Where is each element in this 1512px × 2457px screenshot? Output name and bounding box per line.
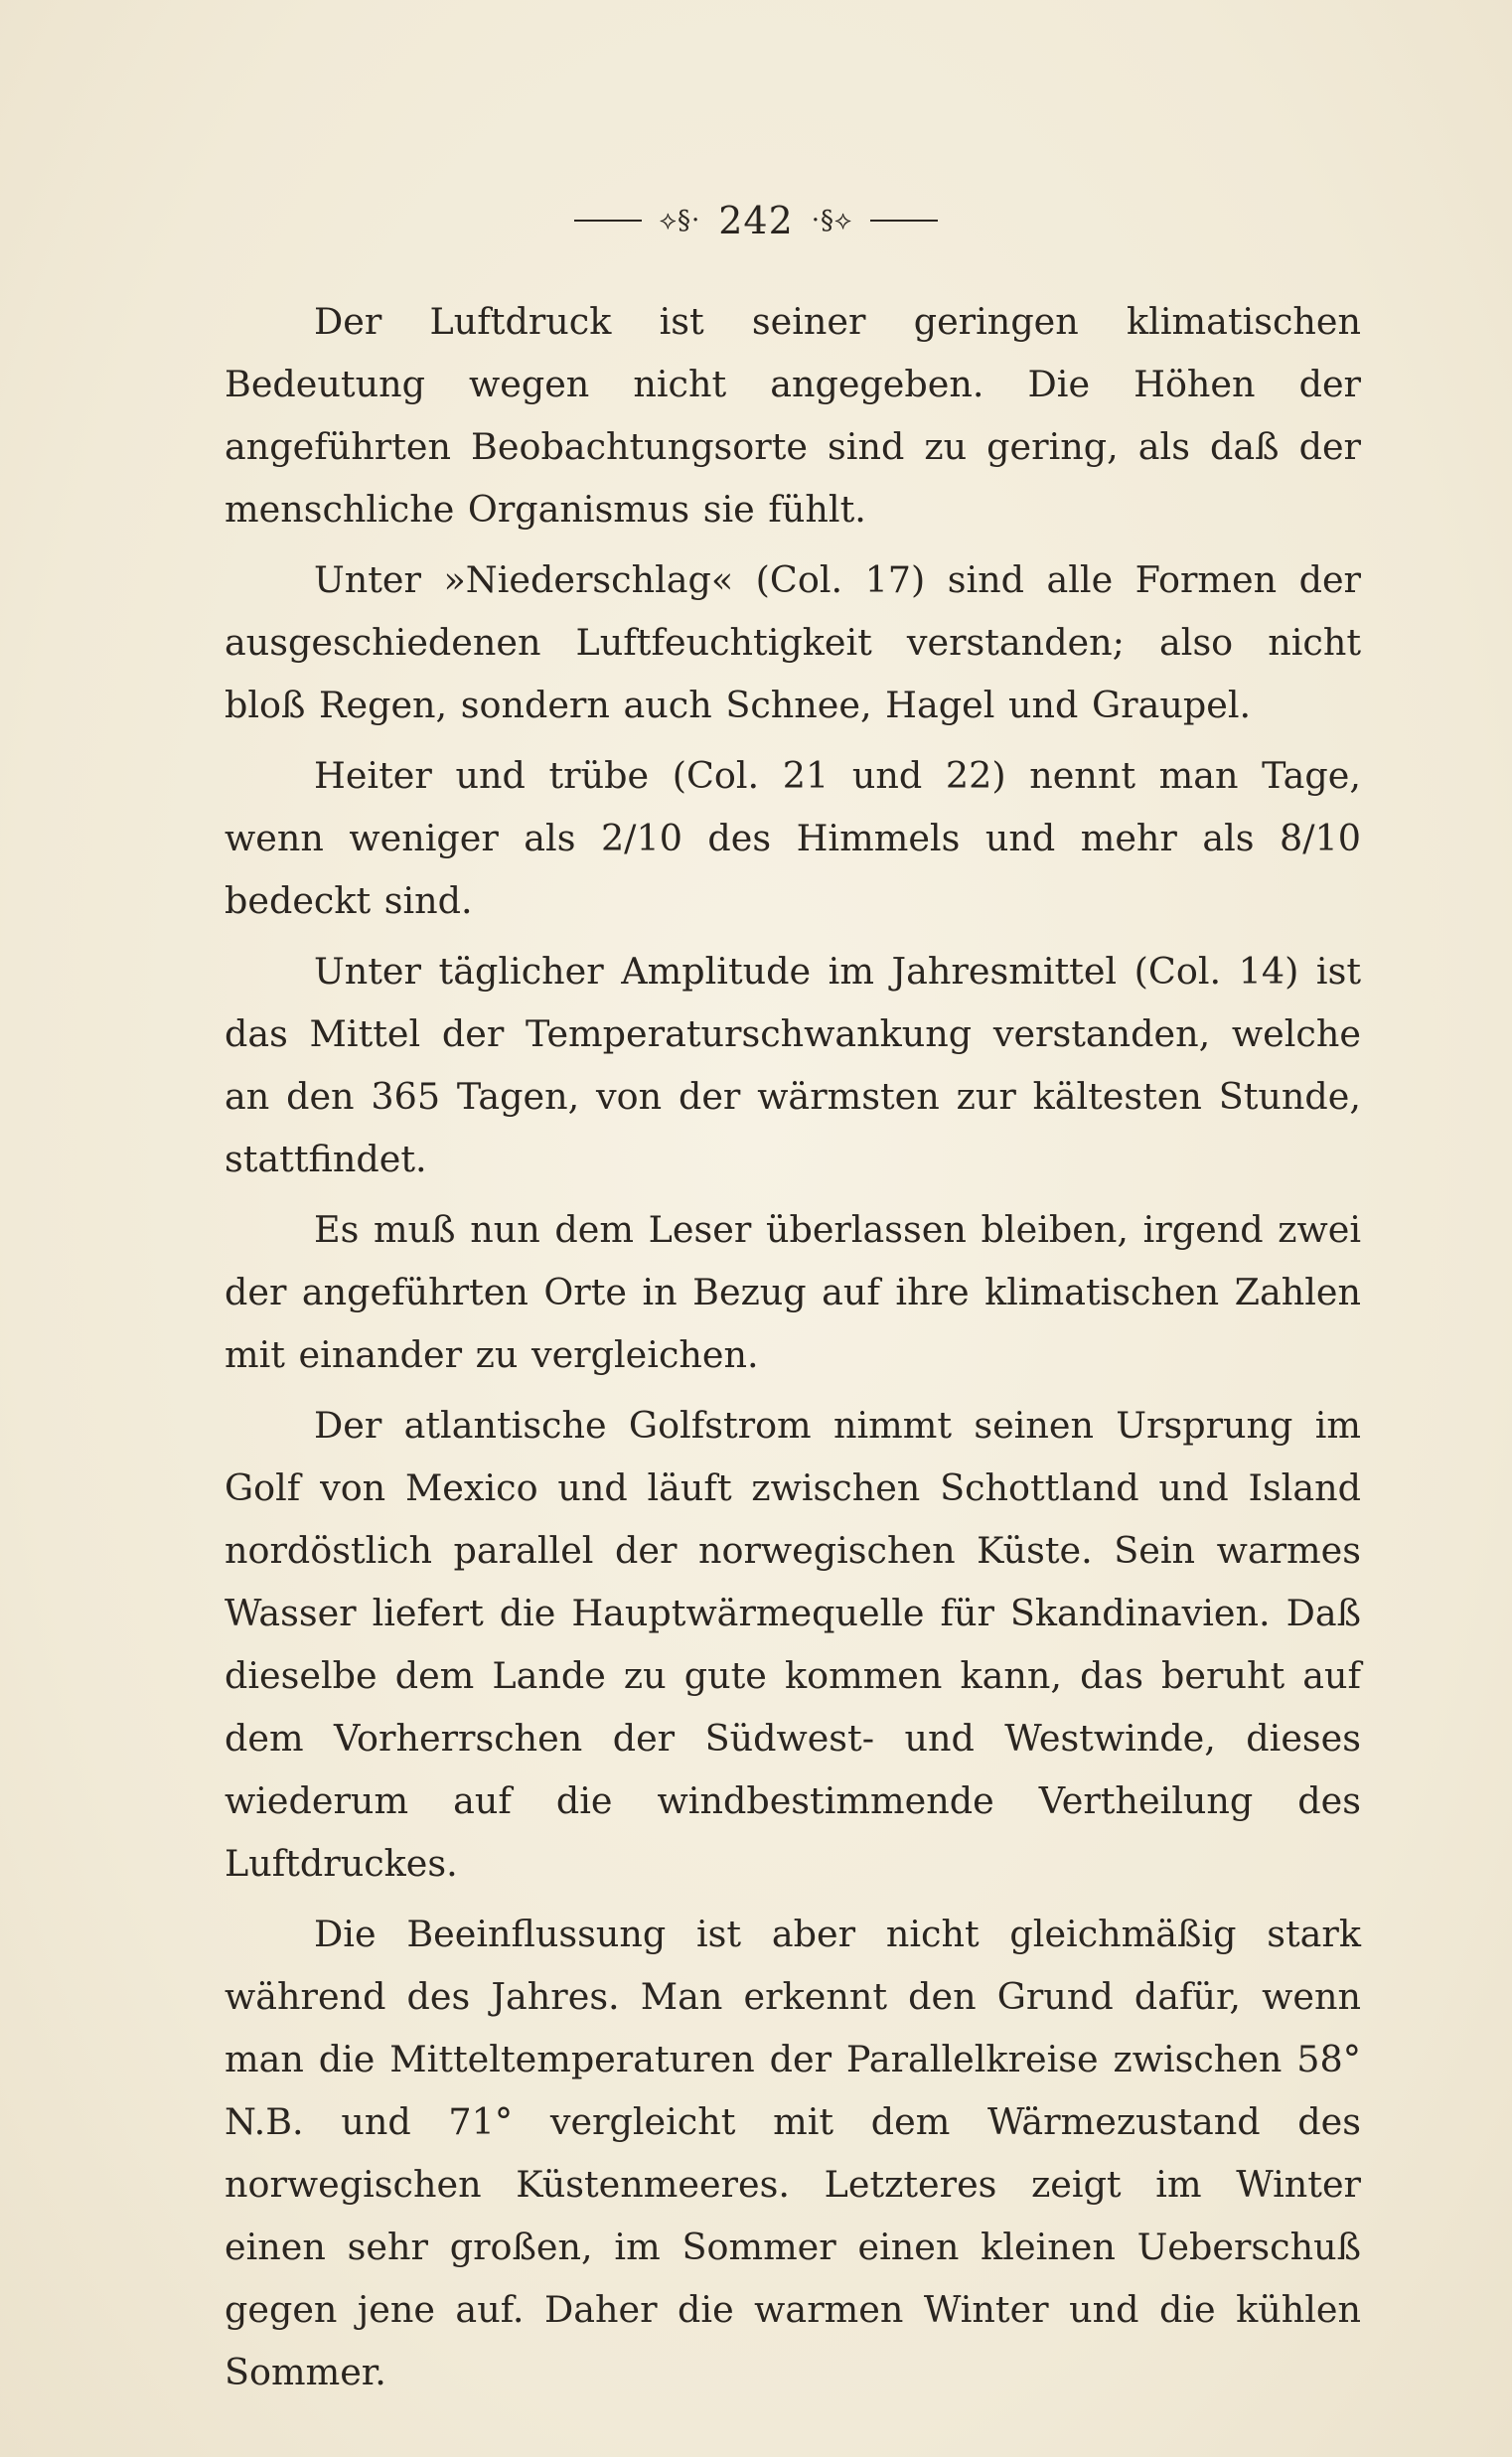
body-text: [225, 290, 1361, 2411]
paragraph-clear-cloudy: Heiter und trübe (Col. 21 und 22) nennt man Tage, wenn weniger als 2/10 des Himmels und mehr als 8/10 bedeckt sind.: [225, 754, 1361, 922]
page-header: [0, 191, 1512, 250]
paragraph-precipitation: Unter »Niederschlag« (Col. 17) sind alle Formen der ausgeschiedenen Luftfeuchtigkeit verstanden; also nicht bloß Regen, sondern auch Schnee, Hagel und Graupel.: [225, 558, 1361, 726]
ornament-left-icon: ⟡§·: [659, 206, 701, 235]
paragraph-gulf-stream: Der atlantische Golfstrom nimmt seinen Ursprung im Golf von Mexico und läuft zwischen Schottland und Island nordöstlich parallel der norwegischen Küste. Sein warmes Wasser liefert die Hauptwärmequelle für Skandinavien. Daß dieselbe dem Lande zu gute kommen kann, das beruht auf dem Vorherrschen der Südwest- und Westwinde, dieses wiederum auf die windbestimmende Vertheilung des Luftdruckes.: [225, 1404, 1361, 1885]
ornament-right-icon: ·§⟡: [811, 206, 853, 235]
paragraph-air-pressure: Der Luftdruck ist seiner geringen klimatischen Bedeutung wegen nicht angegeben. Die Höhen der angeführten Beobachtungsorte sind zu gering, als daß der menschliche Organismus sie fühlt.: [225, 300, 1361, 531]
header-rule-right: [870, 220, 938, 222]
paragraph-influence: Die Beeinflussung ist aber nicht gleichmäßig stark während des Jahres. Man erkennt den Grund dafür, wenn man die Mitteltemperaturen der Parallelkreise zwischen 58° N.B. und 71° vergleicht mit dem Wärmezustand des norwegischen Küstenmeeres. Letzteres zeigt im Winter einen sehr großen, im Sommer einen kleinen Ueberschuß gegen jene auf. Daher die warmen Winter und die kühlen Sommer.: [225, 1913, 1361, 2393]
page-number: 242: [718, 199, 794, 242]
paragraph-amplitude: Unter täglicher Amplitude im Jahresmittel (Col. 14) ist das Mittel der Temperaturschwankung verstanden, welche an den 365 Tagen, von der wärmsten zur kältesten Stunde, stattfindet.: [225, 950, 1361, 1180]
paragraph-comparison: Es muß nun dem Leser überlassen bleiben, irgend zwei der angeführten Orte in Bezug auf ihre klimatischen Zahlen mit einander zu vergleichen.: [225, 1208, 1361, 1376]
header-rule-left: [574, 220, 642, 222]
